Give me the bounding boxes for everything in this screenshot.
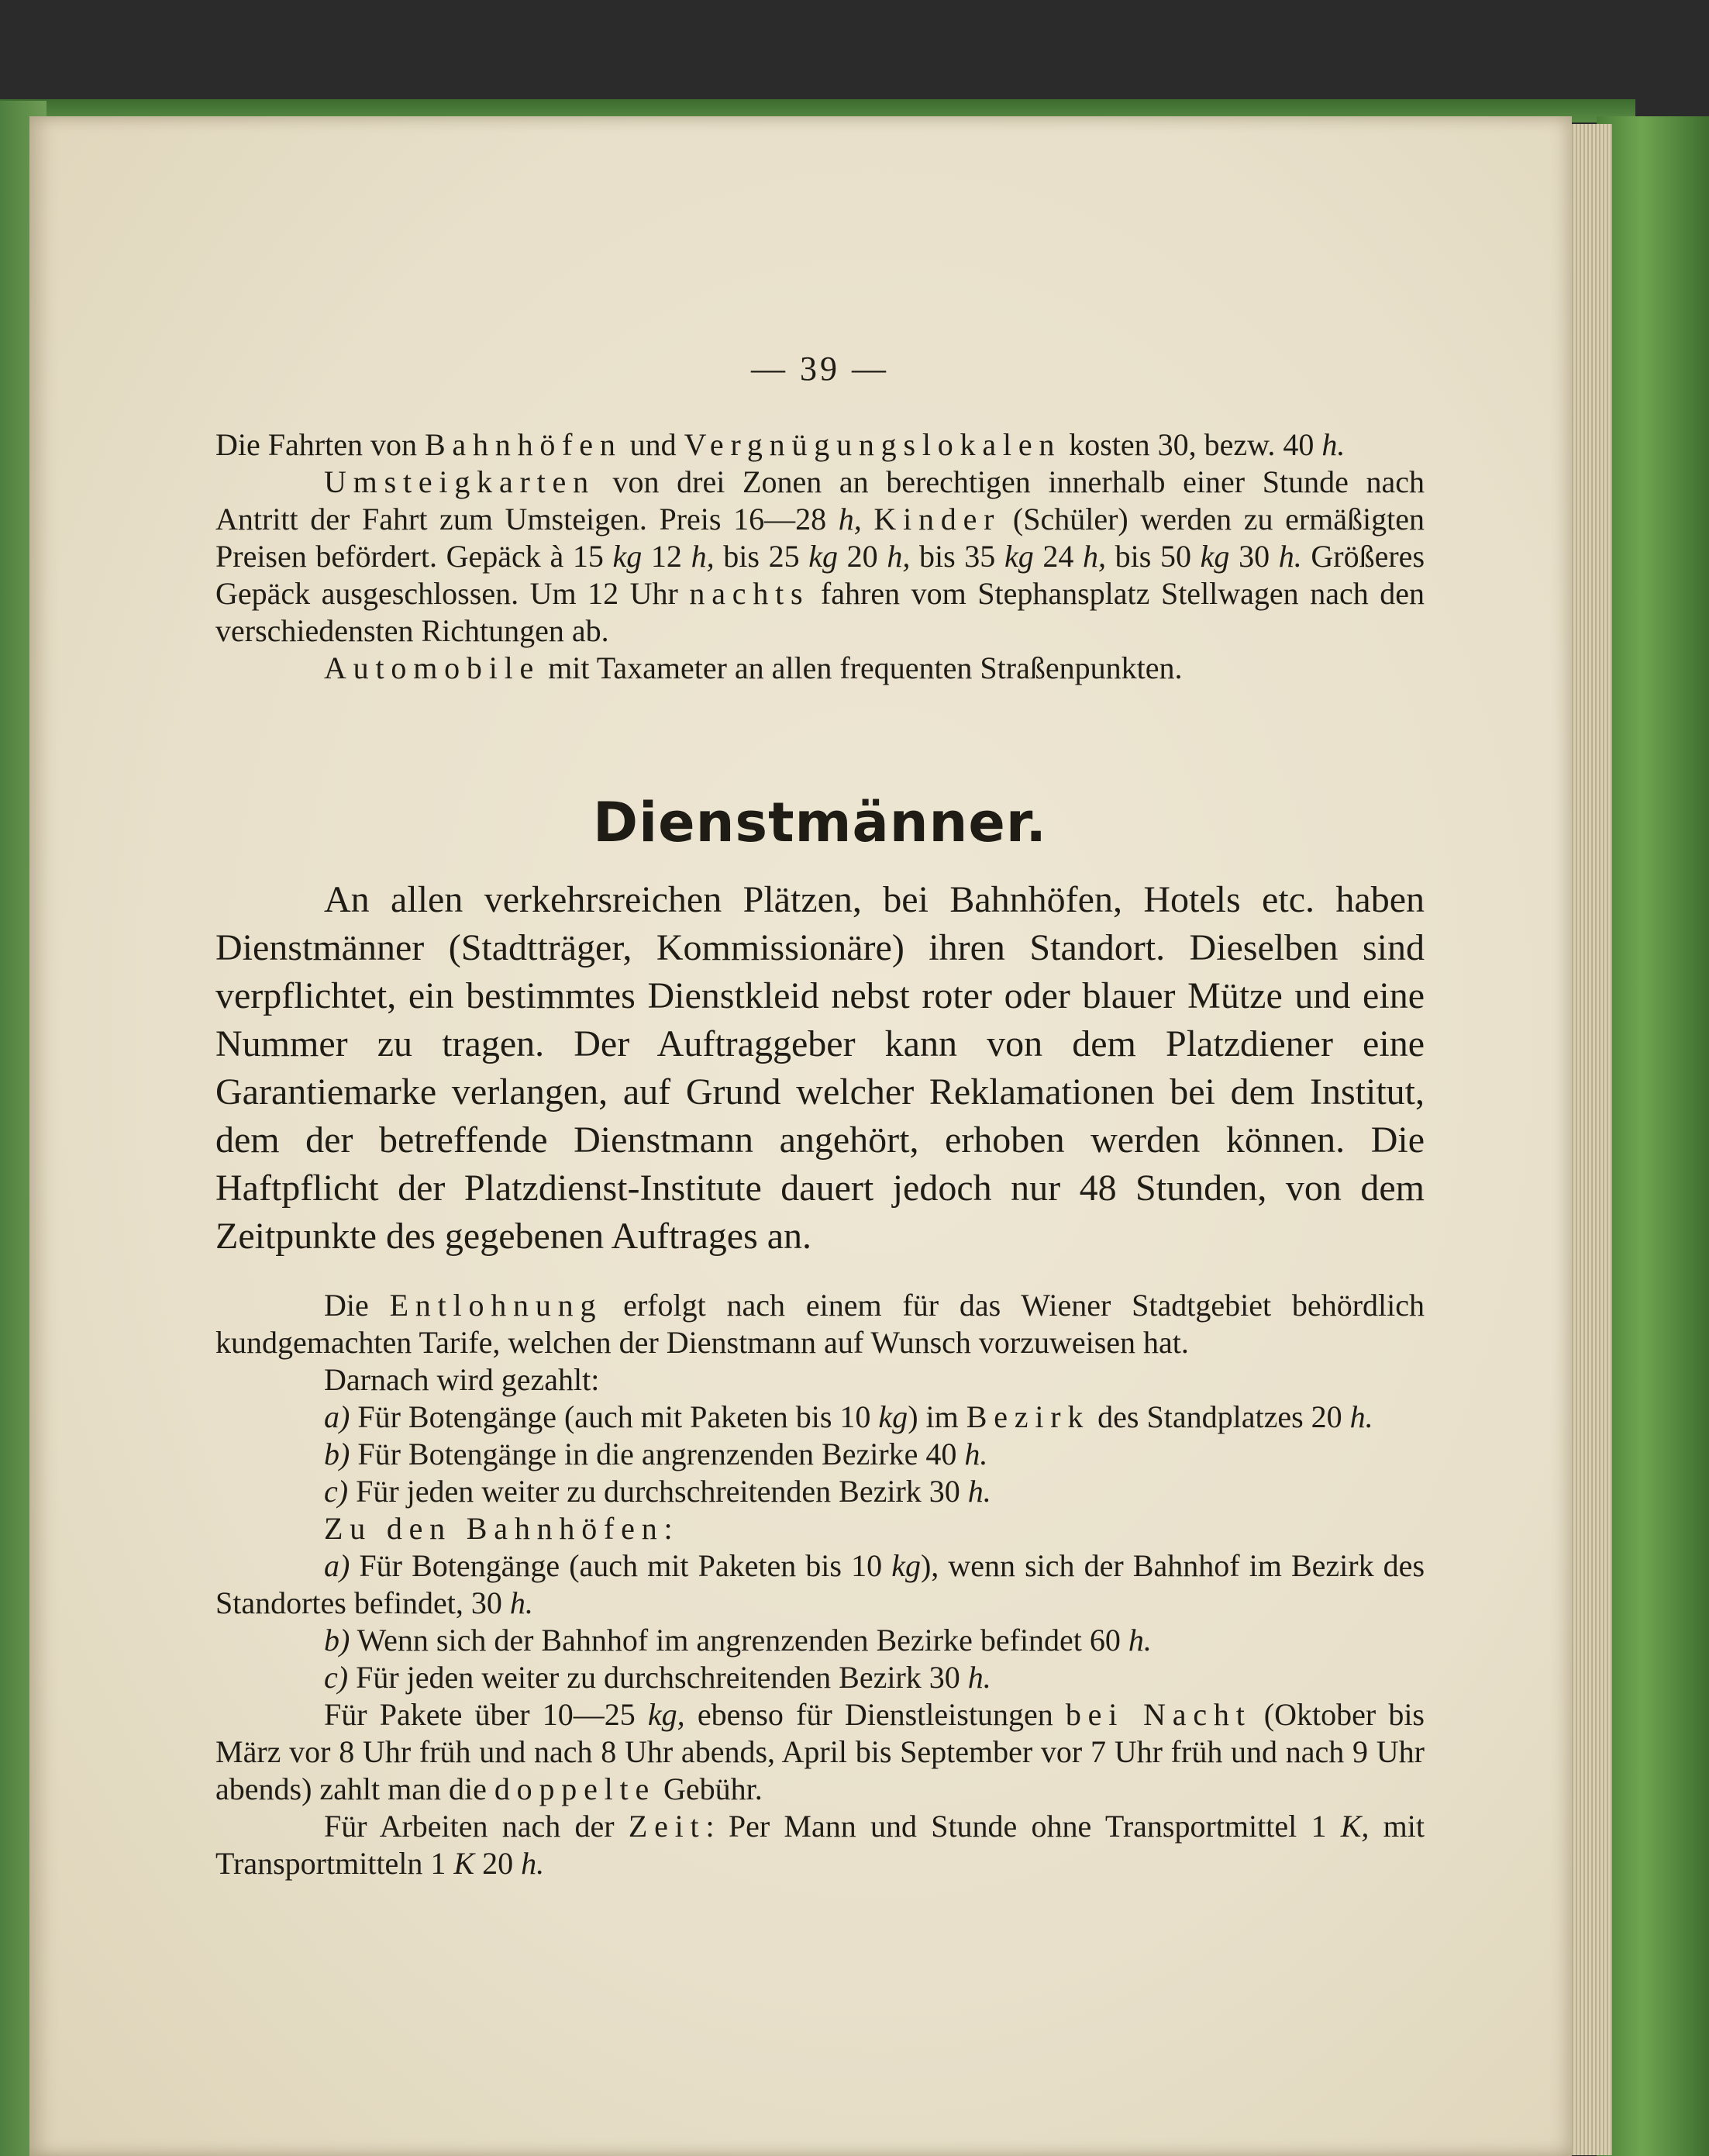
paragraph-transfer-tickets: Umsteigkarten von drei Zonen an berechtigen innerhalb einer Stunde nach Antritt der Fahrt zum Umsteigen. Preis 16—28 h, Kinder (Schüler) werden zu ermäßigten Preisen befördert. Gepäck à 15 kg 12 h, bis 25 kg 20 h, bis 35 kg 24 h, bis 50 kg 30 h. Größeres Gepäck ausgeschlossen. Um 12 Uhr nachts fahren vom Stephansplatz Stellwagen nach den verschiedensten Richtungen ab.: [215, 464, 1425, 648]
tariff-station-c: c) Für jeden weiter zu durchschreitenden Bezirk 30 h.: [324, 1660, 991, 1695]
porters-body: [215, 876, 1425, 1261]
paragraph-packages: Für Pakete über 10—25 kg, ebenso für Dienstleistungen bei Nacht (Oktober bis März vor 8 Uhr früh und nach 8 Uhr abends, April bis September vor 7 Uhr früh und nach 9 Uhr abends) zahlt man die doppelte Gebühr.: [215, 1697, 1425, 1806]
section-heading: Dienstmänner.: [593, 791, 1047, 854]
book-page: [29, 116, 1572, 2156]
tariff-station-a: a) Für Botengänge (auch mit Paketen bis 10 kg), wenn sich der Bahnhof im Bezirk des Standortes befindet, 30 h.: [215, 1548, 1425, 1620]
page-number: — 39 —: [751, 350, 889, 388]
tariff-stations-heading: Zu den Bahnhöfen:: [324, 1511, 680, 1546]
book-cover-right: [1597, 116, 1709, 2156]
tariff-item-b: b) Für Botengänge in die angrenzenden Bezirke 40 h.: [324, 1437, 988, 1471]
tariff-section: [215, 1287, 1425, 1882]
paragraph-time-work: Für Arbeiten nach der Zeit: Per Mann und Stunde ohne Transportmittel 1 K, mit Transportmitteln 1 K 20 h.: [215, 1809, 1425, 1881]
paragraph-payment: Die Entlohnung erfolgt nach einem für das Wiener Stadtgebiet behördlich kundgemachten Tarife, welchen der Dienstmann auf Wunsch vorzuweisen hat.: [215, 1288, 1425, 1360]
tariff-station-b: b) Wenn sich der Bahnhof im angrenzenden Bezirke befindet 60 h.: [324, 1623, 1152, 1658]
paragraph-fares: Die Fahrten von Bahnhöfen und Vergnügungslokalen kosten 30, bezw. 40 h.: [215, 427, 1345, 462]
transport-section: [215, 426, 1425, 687]
paragraph-automobile: Automobile mit Taxameter an allen frequenten Straßenpunkten.: [324, 650, 1183, 685]
tariff-intro: Darnach wird gezahlt:: [324, 1362, 600, 1397]
tariff-item-a: a) Für Botengänge (auch mit Paketen bis 10 kg) im Bezirk des Standplatzes 20 h.: [324, 1399, 1373, 1434]
paragraph-porters: An allen verkehrsreichen Plätzen, bei Bahnhöfen, Hotels etc. haben Dienstmänner (Stadtträger, Kommissionäre) ihren Standort. Dieselben sind verpflichtet, ein bestimmtes Dienstkleid nebst roter oder blauer Mütze und eine Nummer zu tragen. Der Auftraggeber kann von dem Platzdiener eine Garantiemarke verlangen, auf Grund welcher Reklamationen bei dem Institut, dem der betreffende Dienstmann angehört, erhoben werden können. Die Haftpflicht der Platzdienst-Institute dauert jedoch nur 48 Stunden, von dem Zeitpunkte des gegebenen Auftrages an.: [215, 879, 1425, 1257]
tariff-item-c: c) Für jeden weiter zu durchschreitenden Bezirk 30 h.: [324, 1474, 991, 1509]
